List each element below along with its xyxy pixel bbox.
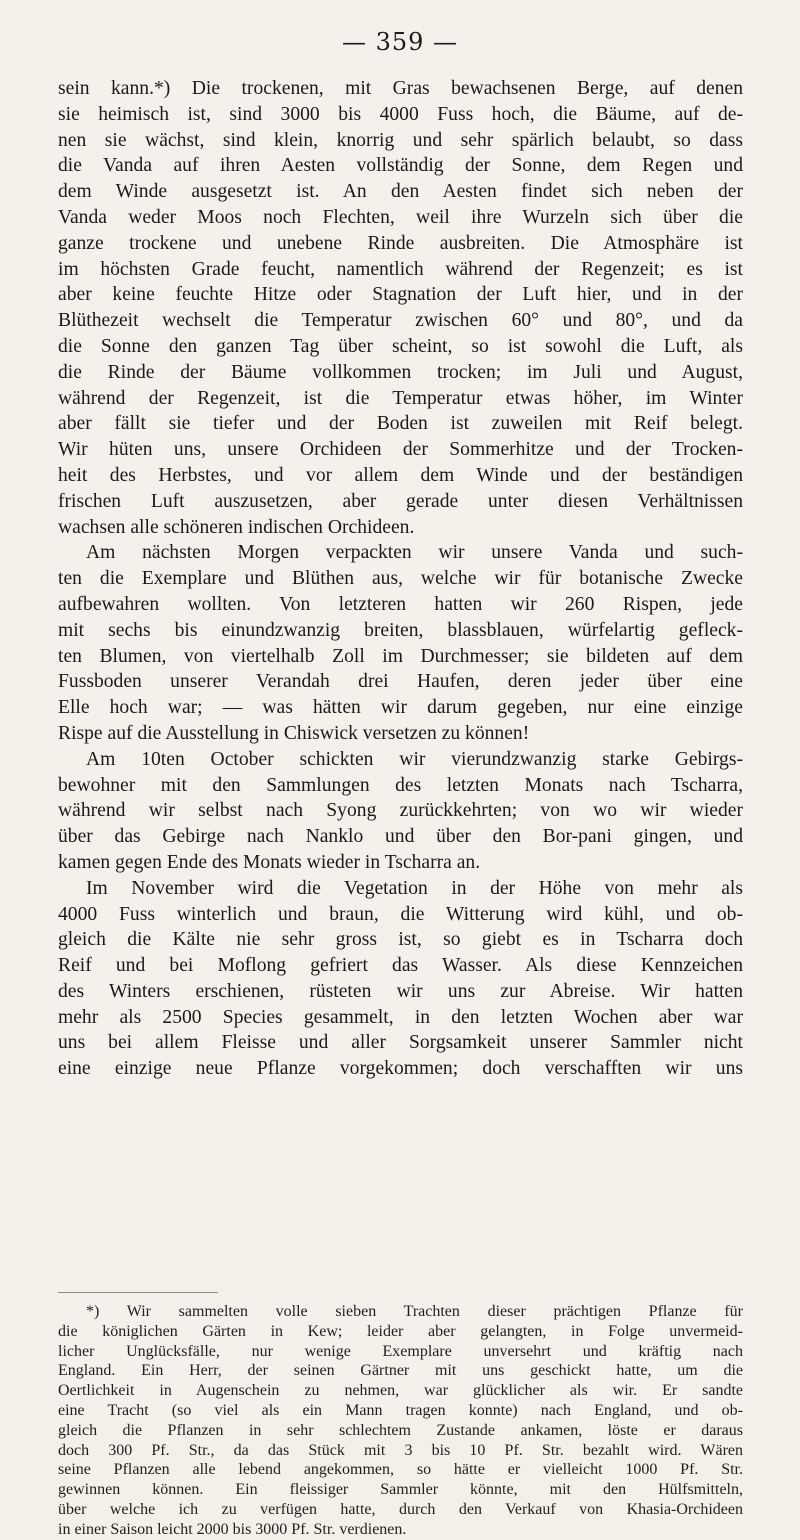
- footnote-line: Oertlichkeit in Augenschein zu nehmen, war glücklicher als wir. Er sandte: [58, 1382, 743, 1400]
- text-line: Vanda weder Moos noch Flechten, weil ihre Wurzeln sich über die: [58, 206, 743, 228]
- text-line: gleich die Kälte nie sehr gross ist, so giebt es in Tscharra doch: [58, 929, 743, 951]
- footnote-divider: [58, 1292, 218, 1293]
- paragraph-start-line: Am 10ten October schickten wir vierundzwanzig starke Gebirgs-: [86, 748, 743, 770]
- text-line: sie heimisch ist, sind 3000 bis 4000 Fuss hoch, die Bäume, auf de-: [58, 103, 743, 125]
- footnote-line: die königlichen Gärten in Kew; leider aber gelangten, in Folge unvermeid-: [58, 1322, 743, 1340]
- footnote-line: licher Unglücksfälle, nur wenige Exemplare unversehrt und kräftig nach: [58, 1342, 743, 1360]
- text-line: über das Gebirge nach Nanklo und über den Bor-pani gingen, und: [58, 826, 743, 848]
- text-line: dem Winde ausgesetzt ist. An den Aesten findet sich neben der: [58, 181, 743, 203]
- text-line: während der Regenzeit, ist die Temperatur etwas höher, im Winter: [58, 387, 743, 409]
- text-line: frischen Luft auszusetzen, aber gerade unter diesen Verhältnissen: [58, 490, 743, 512]
- text-line: während wir selbst nach Syong zurückkehrten; von wo wir wieder: [58, 800, 743, 822]
- paragraph-start-line: Am nächsten Morgen verpackten wir unsere Vanda und such-: [86, 542, 743, 564]
- paragraph-start-line: Im November wird die Vegetation in der Höhe von mehr als: [86, 877, 743, 899]
- text-line: heit des Herbstes, und vor allem dem Winde und der beständigen: [58, 464, 743, 486]
- text-line: aufbewahren wollten. Von letzteren hatten wir 260 Rispen, jede: [58, 593, 743, 615]
- footnote-line: in einer Saison leicht 2000 bis 3000 Pf. Str. verdienen.: [58, 1520, 407, 1538]
- text-line: uns bei allem Fleisse und aller Sorgsamkeit unserer Sammler nicht: [58, 1032, 743, 1054]
- text-line: ten die Exemplare und Blüthen aus, welche wir für botanische Zwecke: [58, 568, 743, 590]
- text-line: die Vanda auf ihren Aesten vollständig der Sonne, dem Regen und: [58, 155, 743, 177]
- text-line: die Sonne den ganzen Tag über scheint, so ist sowohl die Luft, als: [58, 335, 743, 357]
- text-line: mit sechs bis einundzwanzig breiten, blassblauen, würfelartig gefleck-: [58, 619, 743, 641]
- paragraph-end-line: Rispe auf die Ausstellung in Chiswick versetzen zu können!: [58, 722, 530, 744]
- text-line: mehr als 2500 Species gesammelt, in den letzten Wochen aber war: [58, 1006, 743, 1028]
- text-line: sein kann.*) Die trockenen, mit Gras bewachsenen Berge, auf denen: [58, 78, 743, 99]
- text-line: aber keine feuchte Hitze oder Stagnation der Luft hier, und in der: [58, 284, 743, 306]
- text-line: die Rinde der Bäume vollkommen trocken; im Juli und August,: [58, 361, 743, 383]
- footnote-line: eine Tracht (so viel als ein Mann tragen konnte) nach England, und ob-: [58, 1401, 743, 1419]
- text-line: aber fällt sie tiefer und der Boden ist zuweilen mit Reif belegt.: [58, 413, 743, 435]
- text-line: im höchsten Grade feucht, namentlich während der Regenzeit; es ist: [58, 258, 743, 280]
- text-line: 4000 Fuss winterlich und braun, die Witterung wird kühl, und ob-: [58, 903, 743, 925]
- footnote-line: gleich die Pflanzen in sehr schlechtem Zustande ankamen, löste er daraus: [58, 1421, 743, 1439]
- footnote-line: seine Pflanzen alle lebend angekommen, so hätte er vielleicht 1000 Pf. Str.: [58, 1461, 743, 1479]
- paragraph-end-line: wachsen alle schöneren indischen Orchideen.: [58, 516, 415, 538]
- footnote-line: England. Ein Herr, der seinen Gärtner mit uns geschickt hatte, um die: [58, 1362, 743, 1380]
- footnote-line: über welche ich zu verfügen hatte, durch den Verkauf von Khasia-Orchideen: [58, 1500, 743, 1518]
- text-line: des Winters erschienen, rüsteten wir uns zur Abreise. Wir hatten: [58, 980, 743, 1002]
- main-text: [58, 76, 743, 1082]
- text-line: bewohner mit den Sammlungen des letzten Monats nach Tscharra,: [58, 774, 743, 796]
- footnote-line: doch 300 Pf. Str., da das Stück mit 3 bis 10 Pf. Str. bezahlt wird. Wären: [58, 1441, 743, 1459]
- text-line: nen sie wächst, sind klein, knorrig und sehr spärlich belaubt, so dass: [58, 129, 743, 151]
- footnote-line: *) Wir sammelten volle sieben Trachten dieser prächtigen Pflanze für: [86, 1303, 743, 1320]
- text-line: Elle hoch war; — was hätten wir darum gegeben, nur eine einzige: [58, 697, 743, 719]
- page-number-header: — 359 —: [341, 28, 459, 56]
- text-line: ten Blumen, von viertelhalb Zoll im Durchmesser; sie bildeten auf dem: [58, 645, 743, 667]
- text-line: ganze trockene und unebene Rinde ausbreiten. Die Atmosphäre ist: [58, 232, 743, 254]
- paragraph-end-line: kamen gegen Ende des Monats wieder in Tscharra an.: [58, 851, 481, 873]
- text-line: Reif und bei Moflong gefriert das Wasser. Als diese Kennzeichen: [58, 955, 743, 977]
- text-line: eine einzige neue Pflanze vorgekommen; doch verschafften wir uns: [58, 1058, 743, 1080]
- text-line: Blüthezeit wechselt die Temperatur zwischen 60° und 80°, und da: [58, 310, 743, 332]
- text-line: Fussboden unserer Verandah drei Haufen, deren jeder über eine: [58, 671, 743, 693]
- footnote-line: gewinnen können. Ein fleissiger Sammler könnte, mit den Hülfsmitteln,: [58, 1481, 743, 1499]
- text-line: Wir hüten uns, unsere Orchideen der Sommerhitze und der Trocken-: [58, 439, 743, 461]
